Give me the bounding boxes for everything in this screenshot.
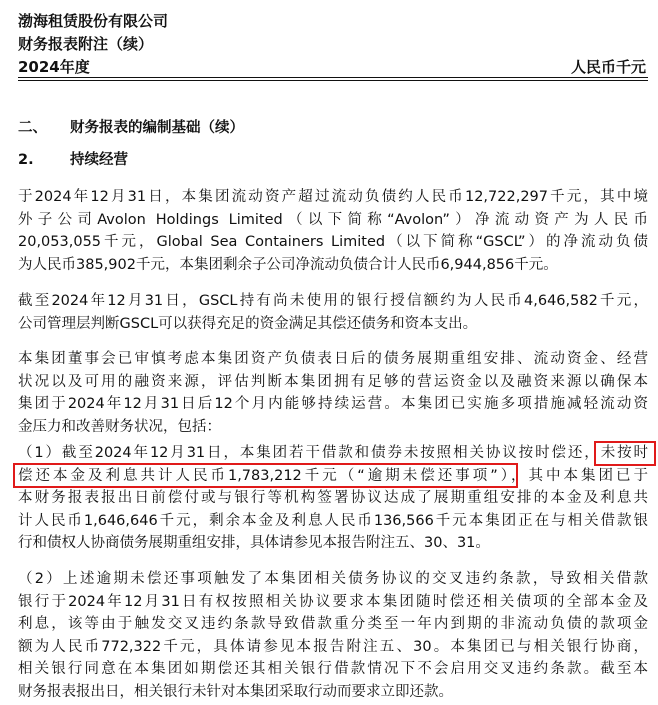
section-heading (18, 118, 244, 138)
currency-unit: 人民币千元 (570, 58, 646, 76)
company-name: 渤海租赁股份有限公司 (18, 12, 169, 30)
header-rule (18, 80, 648, 81)
text-line: 偿还本金及利息共计人民币1,783,212千元（“逾期未偿还事项”），其中本集团已于 (18, 467, 648, 484)
paragraph-liquidity (18, 186, 648, 276)
text-line: 20,053,055千元，Global Sea Containers Limited（以下简称“GSCL”）的净流动负债 (18, 234, 648, 251)
text-line: 行和债权人协商债务展期重组安排，具体请参见本报告附注五、30、31。 (18, 535, 490, 552)
text-line: 集团于2024年12月31日后12个月内能够持续运营。本集团已实施多项措施减轻流动资 (18, 396, 648, 413)
text-line: 银行于2024年12月31日有权按照相关协议要求本集团随时偿还相关债项的全部本金及 (18, 593, 648, 610)
paragraph-board-assessment (18, 348, 648, 438)
text-line: （2）上述逾期未偿还事项触发了本集团相关债务协议的交叉违约条款，导致相关借款 (18, 571, 648, 587)
text-line: 相关银行同意在本集团如期偿还其相关银行借款情况下不会启用交叉违约条款。截至本 (18, 661, 648, 678)
paragraph-overdue-items (18, 442, 648, 555)
text-line: 外子公司Avolon Holdings Limited（以下简称“Avolon”）净流动资产为人民币 (18, 211, 648, 228)
text-line: 为人民币385,902千元，本集团剩余子公司净流动负债合计人民币6,944,856千元。 (18, 256, 558, 273)
text-line: 金压力和改善财务状况，包括： (18, 418, 221, 435)
text-line: 财务报表报出日，相关银行未针对本集团采取行动而要求立即还款。 (18, 683, 453, 700)
paragraph-cross-default (18, 568, 648, 704)
text-line: 截至2024年12月31日，GSCL持有尚未使用的银行授信额约为人民币4,646,582千元， (18, 293, 648, 309)
text-line: 额为人民币772,322千元，具体请参见本报告附注五、30。本集团已与相关银行协商， (18, 638, 648, 655)
document-title: 财务报表附注（续） (18, 35, 154, 53)
text-line: 本财务报表报出日前偿付或与银行等机构签署协议达成了展期重组安排的本金及利息共 (18, 490, 648, 507)
text-line: 计人民币1,646,646千元，剩余本金及利息人民币136,566千元本集团正在与相关借款银 (18, 512, 648, 529)
text-line: 利息，该等由于触发交叉违约条款导致借款重分类至一年内到期的非流动负债的款项金 (18, 616, 648, 633)
paragraph-credit-line (18, 290, 648, 335)
subsection-heading (18, 150, 128, 170)
text-line: 于2024年12月31日，本集团流动资产超过流动负债约人民币12,722,297千元，其中境 (18, 189, 648, 205)
text-line: 公司管理层判断GSCL可以获得充足的资金满足其偿还债务和资本支出。 (18, 315, 478, 332)
section-title: 财务报表的编制基础（续） (70, 120, 244, 136)
text-line: 状况以及可用的融资来源，评估判断本集团拥有足够的营运资金以及融资来源以确保本 (18, 373, 648, 390)
text-line: （1）截至2024年12月31日，本集团若干借款和债券未按照相关协议按时偿还，未按时 (18, 445, 648, 461)
report-year: 2024年度 (18, 58, 90, 76)
text-line: 本集团董事会已审慎考虑本集团资产负债表日后的债务展期重组安排、流动资金、经营 (18, 351, 648, 367)
section-number: 二、 (18, 120, 47, 136)
header-rule (18, 77, 648, 78)
subsection-title: 持续经营 (70, 152, 128, 168)
subsection-number: 2. (18, 152, 34, 168)
